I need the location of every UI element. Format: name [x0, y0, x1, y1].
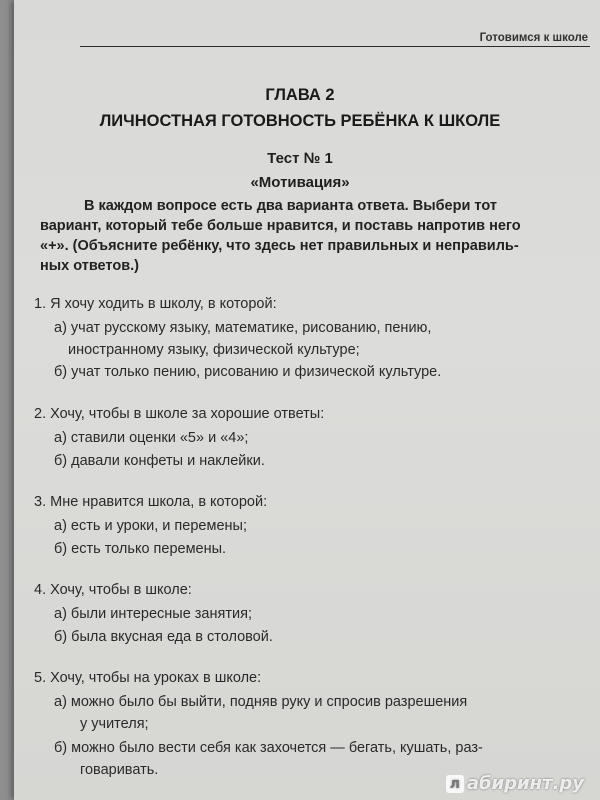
test-name: «Мотивация»	[250, 174, 350, 191]
question-4: 4. Хочу, чтобы в школе:	[34, 582, 192, 598]
question-5-option-b-cont: говаривать.	[80, 762, 159, 778]
watermark-text: абиринт.ру	[466, 773, 584, 794]
question-5-option-b: б) можно было вести себя как захочется — бегать, кушать, раз-	[54, 740, 483, 756]
labirint-watermark	[446, 773, 584, 794]
running-head-title: Готовимся к школе	[479, 32, 588, 44]
question-3-option-b: б) есть только перемены.	[54, 541, 227, 557]
question-1-option-a-cont: иностранному языку, физической культуре;	[68, 342, 360, 358]
question-1: 1. Я хочу ходить в школу, в которой:	[34, 296, 277, 312]
question-2-option-b: б) давали конфеты и наклейки.	[54, 453, 265, 469]
question-5-option-a: а) можно было бы выйти, подняв руку и спросив разрешения	[54, 694, 468, 710]
instructions	[40, 196, 580, 276]
question-3: 3. Мне нравится школа, в которой:	[34, 494, 268, 510]
question-5: 5. Хочу, чтобы на уроках в школе:	[34, 670, 262, 686]
running-head	[80, 32, 590, 47]
question-1-option-a: а) учат русскому языку, математике, рисованию, пению,	[54, 320, 432, 336]
instructions-line: вариант, который тебе больше нравится, и поставь напротив него	[40, 218, 521, 234]
question-3-option-a: а) есть и уроки, и перемены;	[54, 518, 247, 534]
chapter-number: ГЛАВА 2	[265, 86, 335, 104]
question-5-option-a-cont: у учителя;	[80, 716, 149, 732]
question-2-option-a: а) ставили оценки «5» и «4»;	[54, 430, 249, 446]
instructions-line: В каждом вопросе есть два варианта ответа. Выбери тот	[84, 198, 497, 214]
question-1-option-b: б) учат только пению, рисованию и физической культуре.	[54, 364, 442, 380]
instructions-line: ных ответов.)	[40, 258, 139, 274]
question-2: 2. Хочу, чтобы в школе за хорошие ответы:	[34, 406, 325, 422]
test-number: Тест № 1	[267, 150, 333, 167]
labirint-logo-icon: л	[446, 775, 464, 793]
chapter-title: ЛИЧНОСТНАЯ ГОТОВНОСТЬ РЕБЁНКА К ШКОЛЕ	[99, 112, 501, 130]
instructions-line: «+». (Объясните ребёнку, что здесь нет правильных и неправиль-	[40, 238, 519, 254]
question-4-option-b: б) была вкусная еда в столовой.	[54, 629, 273, 645]
question-4-option-a: а) были интересные занятия;	[54, 606, 252, 622]
